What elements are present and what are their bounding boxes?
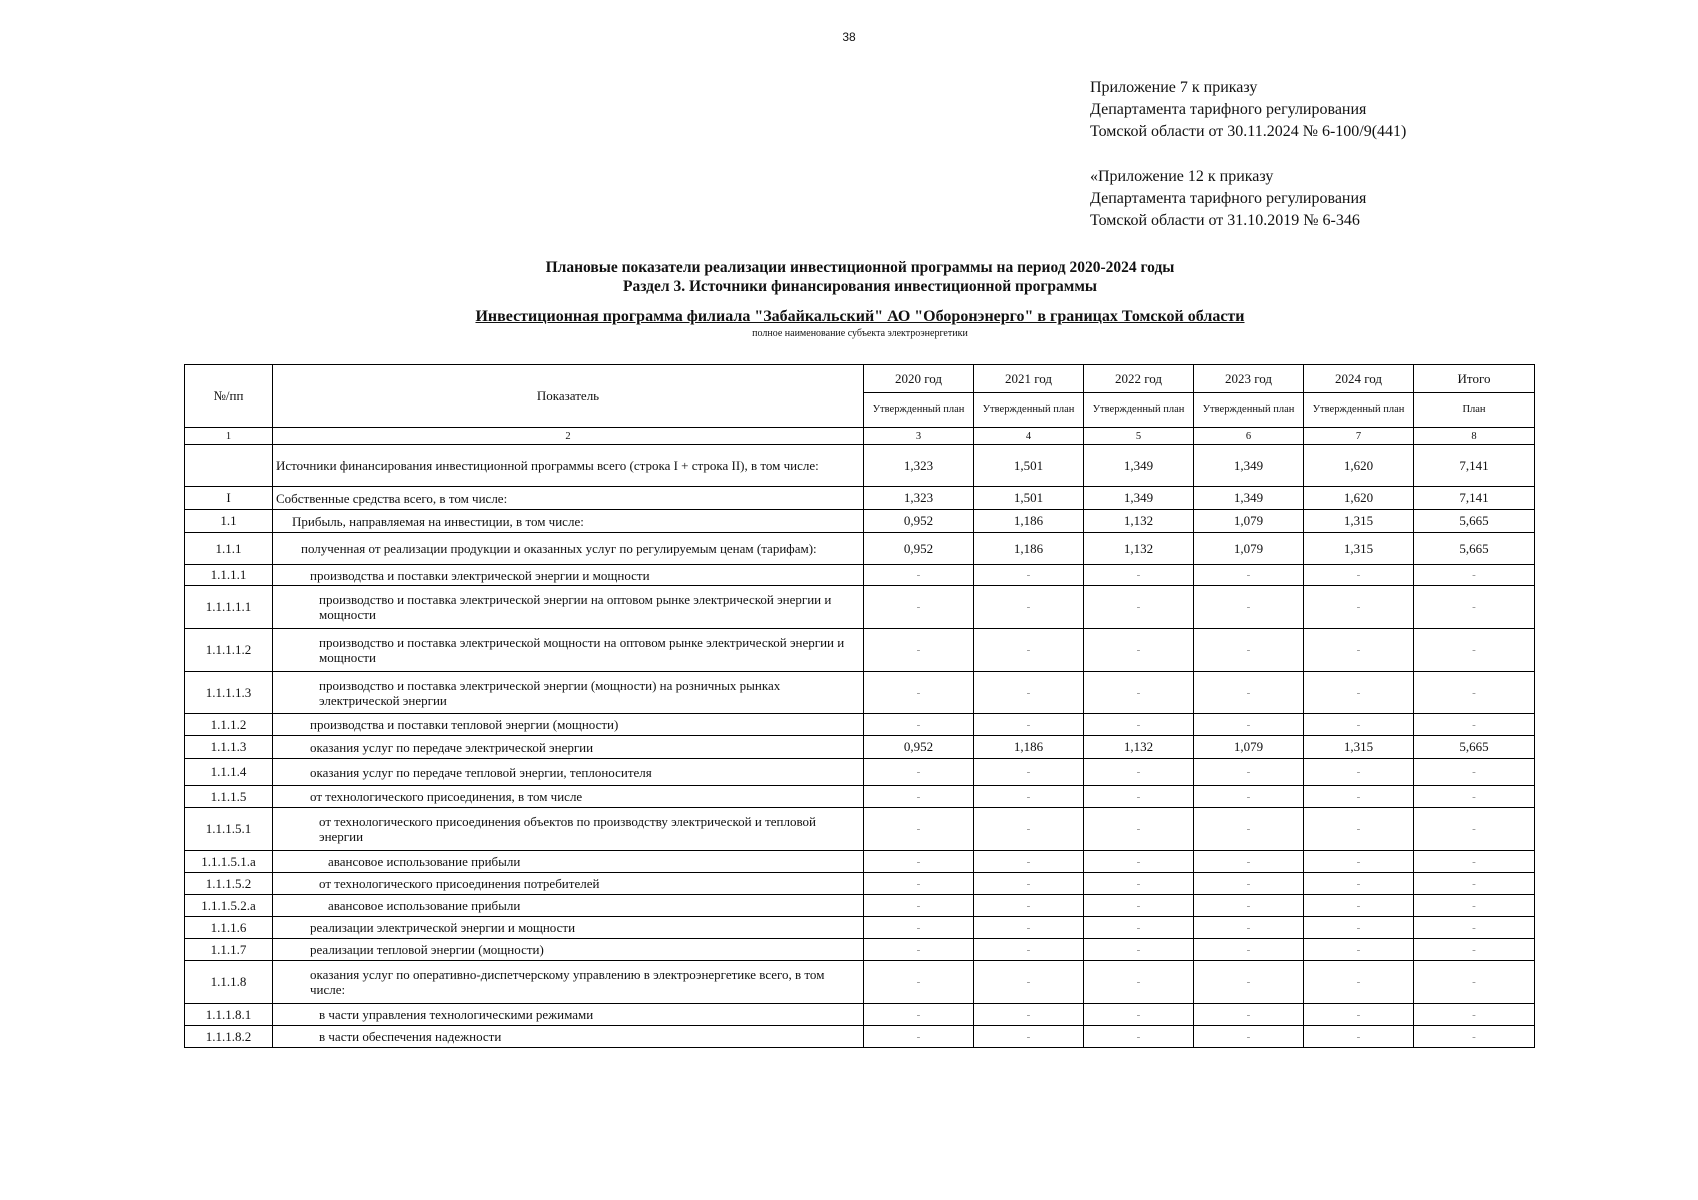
row-value: -	[1194, 939, 1304, 961]
table-row	[185, 873, 1535, 895]
annex-reference-secondary	[1090, 166, 1366, 232]
header-approved-plan: Утвержденный план	[864, 393, 974, 428]
row-value: 1,349	[1194, 487, 1304, 510]
header-number: №/пп	[185, 365, 273, 428]
row-value: 5,665	[1414, 736, 1535, 759]
row-value: -	[1084, 917, 1194, 939]
table-row	[185, 851, 1535, 873]
annex-line: Департамента тарифного регулирования	[1090, 190, 1367, 207]
row-label: реализации тепловой энергии (мощности)	[273, 939, 864, 961]
row-value: 5,665	[1414, 510, 1535, 533]
table-row	[185, 939, 1535, 961]
row-value: -	[1084, 808, 1194, 851]
table-row	[185, 736, 1535, 759]
row-value: -	[974, 672, 1084, 714]
row-value: 1,079	[1194, 533, 1304, 565]
row-value: -	[1084, 714, 1194, 736]
row-number: 1.1.1.7	[185, 939, 273, 961]
row-value: -	[1194, 917, 1304, 939]
row-value: -	[1304, 939, 1414, 961]
table-row	[185, 629, 1535, 672]
row-label: авансовое использование прибыли	[273, 895, 864, 917]
row-value: -	[864, 961, 974, 1004]
row-value: -	[1414, 672, 1535, 714]
row-value: -	[1414, 895, 1535, 917]
row-number: 1.1.1.1	[185, 565, 273, 586]
row-value: -	[1194, 759, 1304, 786]
program-caption: полное наименование субъекта электроэнергетики	[752, 328, 968, 339]
row-value: -	[1414, 629, 1535, 672]
row-value: -	[1304, 961, 1414, 1004]
row-value: -	[1084, 939, 1194, 961]
row-value: -	[1304, 1026, 1414, 1048]
header-approved-plan: Утвержденный план	[1304, 393, 1414, 428]
row-value: 1,079	[1194, 510, 1304, 533]
row-value: 1,079	[1194, 736, 1304, 759]
row-number: 1.1.1.5.2	[185, 873, 273, 895]
row-value: -	[1304, 917, 1414, 939]
row-value: 1,315	[1304, 533, 1414, 565]
row-value: -	[864, 565, 974, 586]
row-value: -	[1304, 672, 1414, 714]
row-value: -	[974, 586, 1084, 629]
column-number: 2	[273, 428, 864, 445]
row-value: -	[1084, 1026, 1194, 1048]
row-value: -	[1194, 873, 1304, 895]
table-row	[185, 487, 1535, 510]
row-value: -	[974, 629, 1084, 672]
header-approved-plan: Утвержденный план	[1084, 393, 1194, 428]
table-row	[185, 917, 1535, 939]
row-label: производства и поставки тепловой энергии (мощности)	[273, 714, 864, 736]
row-number: 1.1.1.1.3	[185, 672, 273, 714]
section-title: Раздел 3. Источники финансирования инвестиционной программы	[623, 278, 1097, 295]
row-value: -	[864, 672, 974, 714]
row-value: -	[1084, 759, 1194, 786]
row-value: -	[864, 629, 974, 672]
row-value: -	[1194, 786, 1304, 808]
header-plan: План	[1414, 393, 1535, 428]
row-value: 1,186	[974, 736, 1084, 759]
row-value: 1,323	[864, 487, 974, 510]
row-value: -	[1304, 714, 1414, 736]
row-number: 1.1.1.3	[185, 736, 273, 759]
table-row	[185, 565, 1535, 586]
table-row	[185, 1004, 1535, 1026]
row-value: -	[1084, 1004, 1194, 1026]
table-row	[185, 586, 1535, 629]
annex-reference-primary	[1090, 77, 1406, 143]
row-value: -	[1084, 786, 1194, 808]
document-titles	[0, 258, 1698, 339]
row-value: -	[1304, 759, 1414, 786]
row-value: -	[1084, 851, 1194, 873]
row-value: 1,501	[974, 487, 1084, 510]
row-value: -	[1414, 939, 1535, 961]
row-label: производства и поставки электрической энергии и мощности	[273, 565, 864, 586]
row-value: 1,132	[1084, 736, 1194, 759]
row-value: -	[974, 808, 1084, 851]
row-value: -	[1084, 961, 1194, 1004]
row-number	[185, 445, 273, 487]
header-year: 2020 год	[864, 365, 974, 393]
row-label: Источники финансирования инвестиционной программы всего (строка I + строка II), в том числе:	[273, 445, 864, 487]
table-row	[185, 1026, 1535, 1048]
row-label: оказания услуг по передаче тепловой энергии, теплоносителя	[273, 759, 864, 786]
row-value: -	[974, 786, 1084, 808]
column-number: 3	[864, 428, 974, 445]
row-value: -	[864, 873, 974, 895]
table-row	[185, 445, 1535, 487]
header-year: 2022 год	[1084, 365, 1194, 393]
row-label: в части обеспечения надежности	[273, 1026, 864, 1048]
table-row	[185, 533, 1535, 565]
row-value: 7,141	[1414, 487, 1535, 510]
row-value: -	[1194, 629, 1304, 672]
row-value: -	[1194, 672, 1304, 714]
row-number: 1.1.1.4	[185, 759, 273, 786]
row-value: -	[864, 895, 974, 917]
row-value: 1,349	[1084, 445, 1194, 487]
row-value: -	[974, 714, 1084, 736]
row-number: 1.1	[185, 510, 273, 533]
row-value: 0,952	[864, 736, 974, 759]
row-number: 1.1.1.6	[185, 917, 273, 939]
row-value: 1,349	[1084, 487, 1194, 510]
row-value: -	[1194, 1004, 1304, 1026]
row-label: производство и поставка электрической энергии (мощности) на розничных рынках электрической энергии	[273, 672, 864, 714]
row-value: 1,323	[864, 445, 974, 487]
row-number: 1.1.1.1.2	[185, 629, 273, 672]
row-value: -	[974, 759, 1084, 786]
row-label: реализации электрической энергии и мощности	[273, 917, 864, 939]
row-label: Собственные средства всего, в том числе:	[273, 487, 864, 510]
header-approved-plan: Утвержденный план	[974, 393, 1084, 428]
row-value: -	[1194, 565, 1304, 586]
row-value: -	[1304, 873, 1414, 895]
row-value: -	[1304, 808, 1414, 851]
table-row	[185, 808, 1535, 851]
row-value: -	[1194, 851, 1304, 873]
row-value: -	[1304, 851, 1414, 873]
row-value: -	[1414, 1026, 1535, 1048]
row-value: -	[1194, 808, 1304, 851]
row-value: -	[1304, 895, 1414, 917]
table-row	[185, 510, 1535, 533]
row-value: -	[864, 1004, 974, 1026]
row-value: -	[1414, 565, 1535, 586]
row-value: -	[864, 1026, 974, 1048]
row-value: -	[974, 961, 1084, 1004]
row-value: -	[1414, 917, 1535, 939]
row-number: 1.1.1.5.1.а	[185, 851, 273, 873]
row-number: 1.1.1.1.1	[185, 586, 273, 629]
row-value: -	[1304, 786, 1414, 808]
row-value: -	[1084, 586, 1194, 629]
row-value: -	[974, 895, 1084, 917]
row-value: -	[864, 851, 974, 873]
row-number: 1.1.1	[185, 533, 273, 565]
row-value: 1,620	[1304, 487, 1414, 510]
row-value: 0,952	[864, 533, 974, 565]
header-approved-plan: Утвержденный план	[1194, 393, 1304, 428]
row-value: 1,315	[1304, 510, 1414, 533]
row-value: -	[1084, 672, 1194, 714]
row-value: -	[1194, 1026, 1304, 1048]
annex-line: Департамента тарифного регулирования	[1090, 101, 1367, 118]
financing-sources-table	[184, 364, 1535, 1048]
row-value: -	[864, 759, 974, 786]
row-value: -	[864, 714, 974, 736]
header-year: 2023 год	[1194, 365, 1304, 393]
row-value: -	[974, 565, 1084, 586]
row-value: -	[864, 939, 974, 961]
row-label: от технологического присоединения, в том числе	[273, 786, 864, 808]
row-value: -	[1084, 873, 1194, 895]
column-number-row	[185, 428, 1535, 445]
row-number: 1.1.1.8.1	[185, 1004, 273, 1026]
row-value: 7,141	[1414, 445, 1535, 487]
row-label: в части управления технологическими режимами	[273, 1004, 864, 1026]
page-number: 38	[842, 30, 856, 44]
row-label: полученная от реализации продукции и оказанных услуг по регулируемым ценам (тарифам):	[273, 533, 864, 565]
row-number: 1.1.1.5.2.а	[185, 895, 273, 917]
row-value: -	[1084, 895, 1194, 917]
row-number: I	[185, 487, 273, 510]
column-number: 8	[1414, 428, 1535, 445]
row-value: -	[974, 873, 1084, 895]
row-value: 1,132	[1084, 510, 1194, 533]
table-row	[185, 961, 1535, 1004]
row-value: -	[1194, 586, 1304, 629]
row-number: 1.1.1.5.1	[185, 808, 273, 851]
row-value: 5,665	[1414, 533, 1535, 565]
row-value: -	[864, 917, 974, 939]
row-value: -	[1084, 629, 1194, 672]
row-value: -	[1414, 714, 1535, 736]
row-label: от технологического присоединения объектов по производству электрической и тепловой энергии	[273, 808, 864, 851]
row-value: -	[1194, 895, 1304, 917]
row-value: -	[1414, 808, 1535, 851]
row-value: -	[974, 917, 1084, 939]
row-value: -	[1414, 586, 1535, 629]
row-value: -	[1304, 586, 1414, 629]
row-number: 1.1.1.8	[185, 961, 273, 1004]
column-number: 1	[185, 428, 273, 445]
column-number: 7	[1304, 428, 1414, 445]
row-value: -	[1414, 851, 1535, 873]
header-total: Итого	[1414, 365, 1535, 393]
table-row	[185, 786, 1535, 808]
program-name: Инвестиционная программа филиала "Забайкальский" АО "Оборонэнерго" в границах Томской области	[475, 308, 1245, 325]
row-label: производство и поставка электрической мощности на оптовом рынке электрической энергии и мощности	[273, 629, 864, 672]
header-indicator: Показатель	[273, 365, 864, 428]
column-number: 4	[974, 428, 1084, 445]
table-row	[185, 714, 1535, 736]
row-value: -	[1414, 759, 1535, 786]
row-value: -	[974, 1004, 1084, 1026]
table-body	[185, 445, 1535, 1048]
row-value: -	[974, 1026, 1084, 1048]
row-value: -	[1304, 1004, 1414, 1026]
row-label: от технологического присоединения потребителей	[273, 873, 864, 895]
row-label: авансовое использование прибыли	[273, 851, 864, 873]
annex-line: Приложение 7 к приказу	[1090, 79, 1258, 96]
row-value: -	[1194, 714, 1304, 736]
row-value: 1,315	[1304, 736, 1414, 759]
table-row	[185, 672, 1535, 714]
row-label: оказания услуг по оперативно-диспетчерскому управлению в электроэнергетике всего, в том числе:	[273, 961, 864, 1004]
document-title: Плановые показатели реализации инвестиционной программы на период 2020-2024 годы	[545, 259, 1175, 276]
row-value: -	[1194, 961, 1304, 1004]
row-value: 1,501	[974, 445, 1084, 487]
row-value: -	[974, 851, 1084, 873]
annex-line: «Приложение 12 к приказу	[1090, 168, 1274, 185]
row-value: 1,620	[1304, 445, 1414, 487]
row-value: -	[1414, 873, 1535, 895]
row-value: -	[864, 586, 974, 629]
annex-line: Томской области от 30.11.2024 № 6-100/9(441)	[1090, 123, 1407, 140]
row-value: 1,186	[974, 510, 1084, 533]
row-number: 1.1.1.2	[185, 714, 273, 736]
header-year: 2024 год	[1304, 365, 1414, 393]
row-value: 1,132	[1084, 533, 1194, 565]
row-value: -	[1304, 565, 1414, 586]
column-number: 6	[1194, 428, 1304, 445]
row-value: 1,349	[1194, 445, 1304, 487]
row-value: -	[864, 808, 974, 851]
annex-line: Томской области от 31.10.2019 № 6-346	[1090, 212, 1360, 229]
row-number: 1.1.1.8.2	[185, 1026, 273, 1048]
row-value: -	[1414, 961, 1535, 1004]
header-year: 2021 год	[974, 365, 1084, 393]
table-row	[185, 895, 1535, 917]
row-value: -	[1084, 565, 1194, 586]
row-label: оказания услуг по передаче электрической энергии	[273, 736, 864, 759]
row-value: -	[1414, 786, 1535, 808]
row-number: 1.1.1.5	[185, 786, 273, 808]
row-label: производство и поставка электрической энергии на оптовом рынке электрической энергии и мощности	[273, 586, 864, 629]
row-value: -	[1304, 629, 1414, 672]
row-label: Прибыль, направляемая на инвестиции, в том числе:	[273, 510, 864, 533]
column-number: 5	[1084, 428, 1194, 445]
row-value: -	[864, 786, 974, 808]
table-row	[185, 759, 1535, 786]
row-value: -	[1414, 1004, 1535, 1026]
row-value: 0,952	[864, 510, 974, 533]
row-value: 1,186	[974, 533, 1084, 565]
row-value: -	[974, 939, 1084, 961]
